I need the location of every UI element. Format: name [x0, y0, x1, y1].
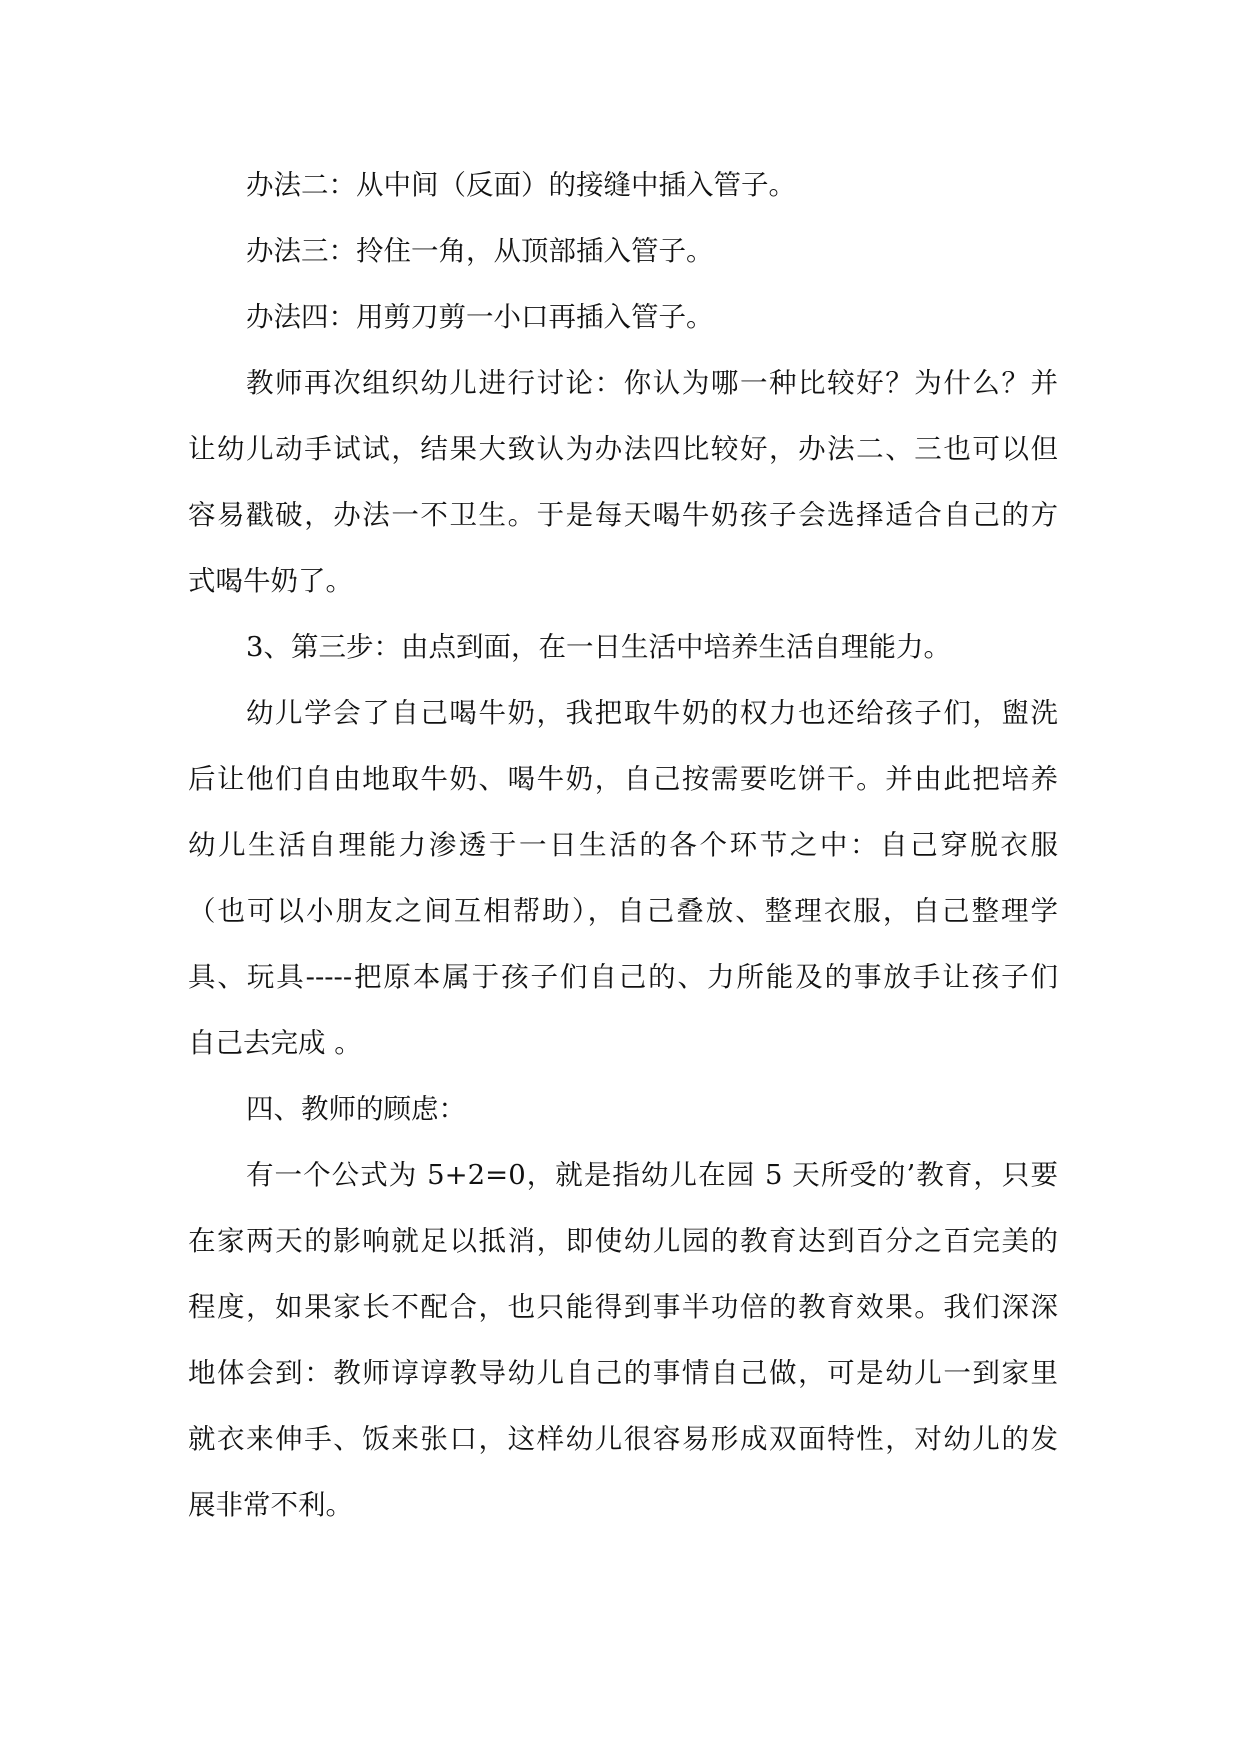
discussion-paragraph-line-1: 教师再次组织幼儿进行讨论：你认为哪一种比较好？为什么？并 [246, 367, 1058, 399]
concern-paragraph-line-4: 地体会到：教师谆谆教导幼儿自己的事情自己做，可是幼儿一到家里 [188, 1357, 1058, 1389]
concern-paragraph-line-1: 有一个公式为 5+2=0，就是指幼儿在园 5 天所受的’教育，只要 [246, 1159, 1058, 1191]
self-care-paragraph-line-5: 具、玩具-----把原本属于孩子们自己的、力所能及的事放手让孩子们 [188, 961, 1058, 993]
self-care-paragraph-line-3: 幼儿生活自理能力渗透于一日生活的各个环节之中：自己穿脱衣服 [188, 829, 1058, 861]
self-care-paragraph-line-4: （也可以小朋友之间互相帮助），自己叠放、整理衣服，自己整理学 [188, 895, 1058, 927]
concern-paragraph-line-2: 在家两天的影响就足以抵消，即使幼儿园的教育达到百分之百完美的 [188, 1225, 1058, 1257]
discussion-paragraph-line-4: 式喝牛奶了。 [188, 565, 353, 597]
self-care-paragraph-line-6: 自己去完成 。 [188, 1027, 362, 1059]
self-care-paragraph-line-1: 幼儿学会了自己喝牛奶，我把取牛奶的权力也还给孩子们，盥洗 [246, 697, 1058, 729]
concern-paragraph-line-6: 展非常不利。 [188, 1489, 353, 1521]
discussion-paragraph-line-2: 让幼儿动手试试，结果大致认为办法四比较好，办法二、三也可以但 [188, 433, 1058, 465]
document-body [188, 152, 1058, 1538]
method-two-line: 办法二：从中间（反面）的接缝中插入管子。 [246, 169, 796, 201]
method-four-line: 办法四：用剪刀剪一小口再插入管子。 [246, 301, 714, 333]
concern-paragraph-line-5: 就衣来伸手、饭来张口，这样幼儿很容易形成双面特性，对幼儿的发 [188, 1423, 1058, 1455]
discussion-paragraph-line-3: 容易戳破，办法一不卫生。于是每天喝牛奶孩子会选择适合自己的方 [188, 499, 1058, 531]
method-three-line: 办法三：拎住一角，从顶部插入管子。 [246, 235, 714, 267]
section-four-heading: 四、教师的顾虑： [246, 1093, 466, 1125]
step-three-heading: 3、第三步：由点到面，在一日生活中培养生活自理能力。 [246, 631, 951, 663]
self-care-paragraph-line-2: 后让他们自由地取牛奶、喝牛奶，自己按需要吃饼干。并由此把培养 [188, 763, 1058, 795]
concern-paragraph-line-3: 程度，如果家长不配合，也只能得到事半功倍的教育效果。我们深深 [188, 1291, 1058, 1323]
